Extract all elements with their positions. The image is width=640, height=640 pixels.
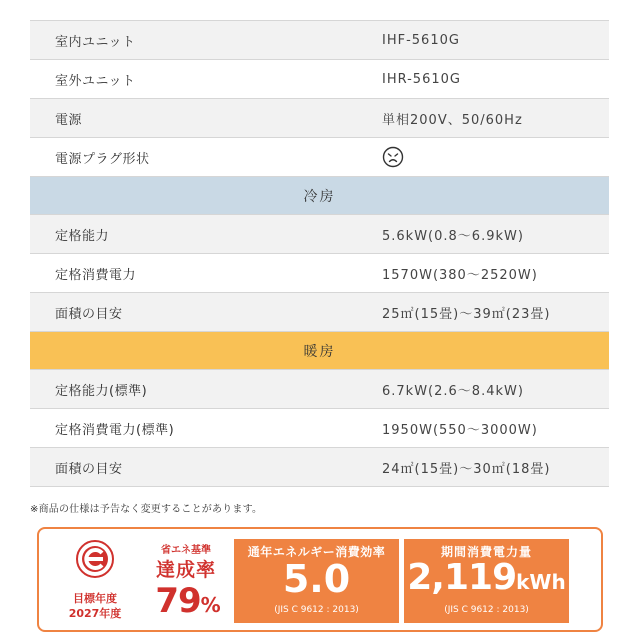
spec-value — [378, 146, 609, 168]
achievement-number: 79 — [155, 581, 201, 621]
energy-e-mark-icon — [75, 539, 115, 579]
plug-shape-icon — [382, 146, 404, 168]
spec-row — [30, 215, 609, 254]
spec-label: 定格能力 — [55, 228, 110, 244]
spec-row — [30, 370, 609, 409]
spec-disclaimer: ※商品の仕様は予告なく変更することがあります。 — [30, 504, 263, 515]
spec-value: IHR-5610G — [382, 71, 461, 87]
standard-label: 省エネ基準 — [161, 545, 211, 556]
power-number: 2,119 — [407, 557, 517, 598]
spec-row — [30, 448, 609, 487]
spec-value: 6.7kW(2.6〜8.4kW) — [382, 383, 524, 399]
achievement-unit: % — [200, 593, 221, 617]
spec-value: 5.6kW(0.8〜6.9kW) — [382, 228, 524, 244]
spec-label: 定格能力(標準) — [55, 383, 148, 399]
heating-section-header: 暖房 — [30, 332, 609, 370]
spec-label: 定格消費電力(標準) — [55, 422, 175, 438]
power-value — [404, 557, 569, 598]
efficiency-note: (JIS C 9612 : 2013) — [274, 605, 359, 615]
target-year-line2: 2027年度 — [68, 607, 122, 620]
spec-row — [30, 138, 609, 177]
spec-label: 室外ユニット — [55, 73, 136, 89]
spec-row — [30, 409, 609, 448]
spec-table — [30, 20, 609, 487]
spec-value: 1570W(380〜2520W) — [382, 267, 538, 283]
spec-row — [30, 99, 609, 138]
efficiency-heading: 通年エネルギー消費効率 — [247, 545, 386, 559]
efficiency-box — [234, 539, 399, 623]
power-heading: 期間消費電力量 — [440, 545, 532, 559]
achievement-value — [145, 581, 231, 621]
spec-label: 室内ユニット — [55, 34, 136, 50]
power-consumption-box — [404, 539, 569, 623]
spec-row — [30, 21, 609, 60]
spec-value: 24㎡(15畳)〜30㎡(18畳) — [382, 461, 551, 477]
spec-value: 1950W(550〜3000W) — [382, 422, 538, 438]
energy-saving-label — [37, 527, 603, 632]
spec-row — [30, 60, 609, 99]
target-year-line1: 目標年度 — [73, 592, 117, 605]
spec-label: 面積の目安 — [55, 306, 123, 322]
power-note: (JIS C 9612 : 2013) — [444, 605, 529, 615]
spec-value: 25㎡(15畳)〜39㎡(23畳) — [382, 306, 551, 322]
achievement-block — [143, 537, 229, 623]
target-year-block — [51, 537, 139, 623]
achievement-title: 達成率 — [155, 559, 216, 581]
spec-label: 電源プラグ形状 — [55, 151, 150, 167]
spec-value: IHF-5610G — [382, 32, 460, 48]
cooling-section-header: 冷房 — [30, 177, 609, 215]
power-unit: kWh — [516, 570, 566, 594]
spec-row — [30, 293, 609, 332]
spec-row — [30, 254, 609, 293]
spec-label: 面積の目安 — [55, 461, 123, 477]
efficiency-value: 5.0 — [282, 557, 351, 601]
spec-value: 単相200V、50/60Hz — [382, 112, 523, 128]
spec-label: 電源 — [55, 112, 83, 128]
target-year-label — [51, 591, 139, 621]
spec-label: 定格消費電力 — [55, 267, 137, 283]
